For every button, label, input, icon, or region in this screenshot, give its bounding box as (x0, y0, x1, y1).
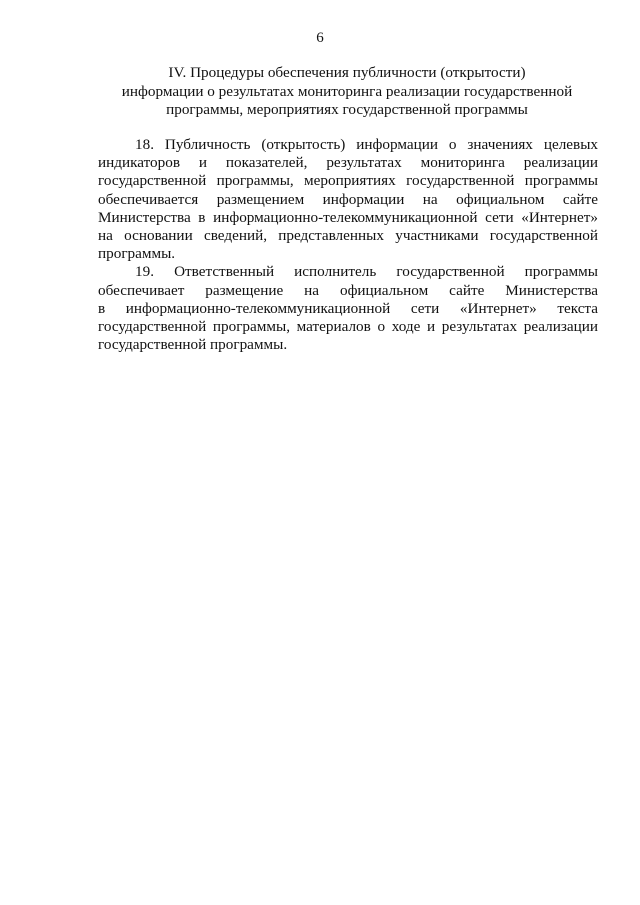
paragraph-line: обеспечивает размещение на официальном сайте Министерства (98, 281, 598, 299)
paragraph-line: программы. (98, 245, 176, 263)
paragraph-line: обеспечивается размещением информации на официальном сайте (98, 190, 598, 208)
paragraph-line: государственной программы, мероприятиях государственной программы (98, 172, 598, 190)
paragraph-line: Министерства в информационно-телекоммуникационной сети «Интернет» (98, 208, 598, 226)
paragraph-line: 18. Публичность (открытость) информации о значениях целевых (135, 136, 598, 153)
paragraph-line: на основании сведений, представленных участниками государственной (98, 226, 598, 244)
paragraph-18 (98, 136, 598, 263)
section-heading (95, 64, 599, 120)
paragraph-line: 19. Ответственный исполнитель государственной программы (135, 263, 598, 281)
document-body (98, 136, 598, 354)
page-number: 6 (316, 30, 324, 46)
paragraph-line: в информационно-телекоммуникационной сети «Интернет» текста (98, 299, 598, 317)
section-heading-line: IV. Процедуры обеспечения публичности (открытости) (168, 64, 526, 81)
paragraph-19 (98, 263, 598, 354)
section-heading-line: информации о результатах мониторинга реализации государственной (121, 82, 573, 100)
section-heading-line: программы, мероприятиях государственной программы (166, 101, 528, 118)
paragraph-line: индикаторов и показателей, результатах мониторинга реализации (98, 154, 598, 172)
paragraph-line: государственной программы, материалов о ходе и результатах реализации (98, 317, 598, 335)
paragraph-line: государственной программы. (98, 336, 288, 354)
